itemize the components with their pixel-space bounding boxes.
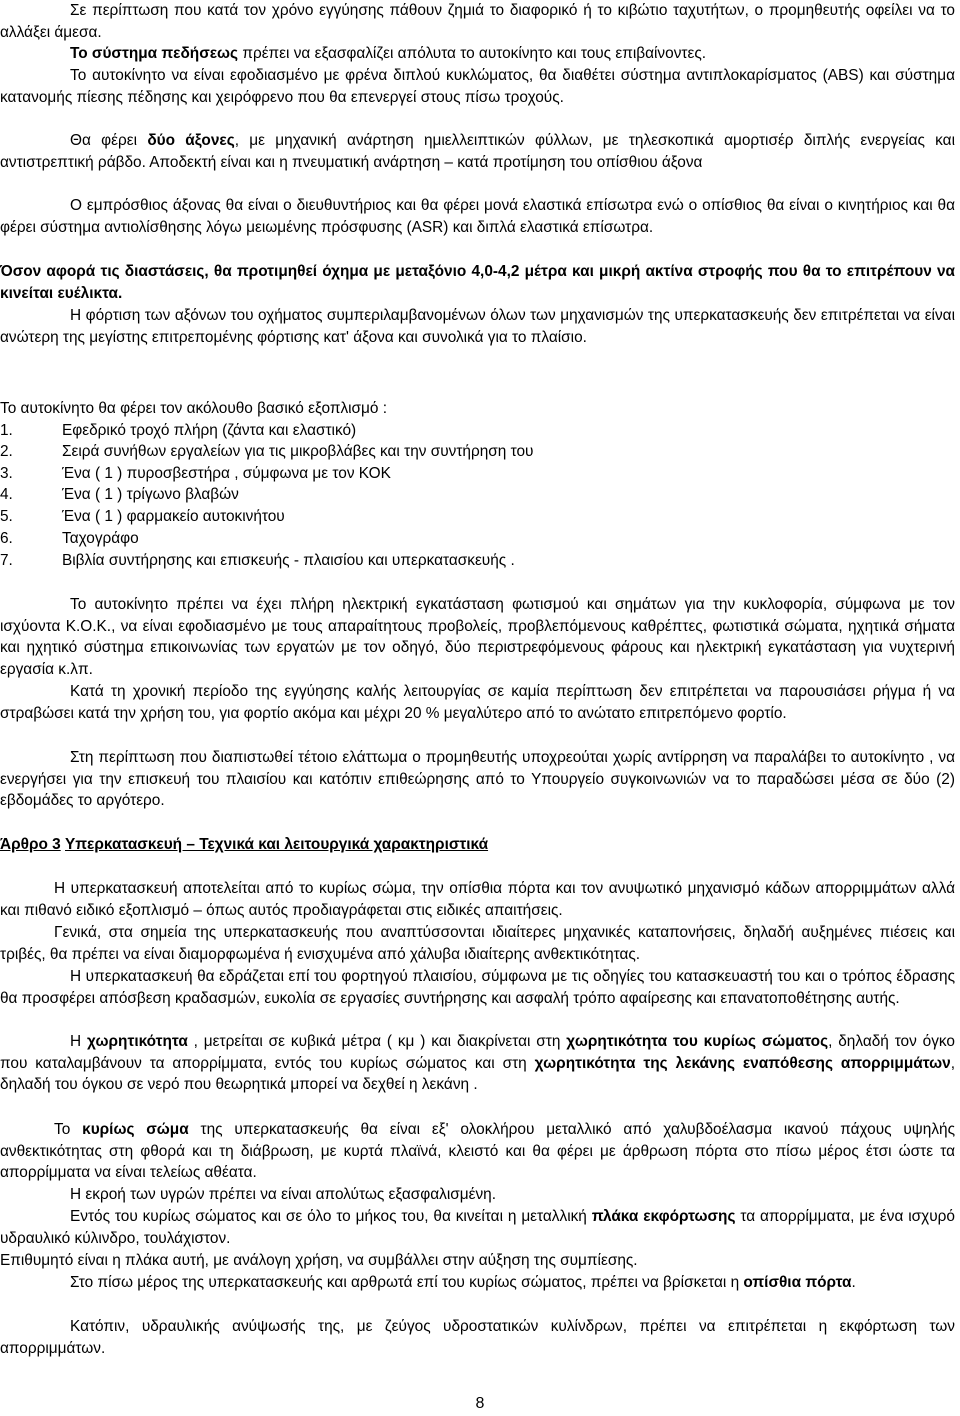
section-heading-article-3: Άρθρο 3 Υπερκατασκευή – Τεχνικά και λειτουργικά χαρακτηριστικά <box>0 836 489 853</box>
paragraph-unloading: Κατόπιν, υδραυλικής ανύψωσής της, με ζεύγος υδροστατικών κυλίνδρων, πρέπει να επιτρέπεται η εκφόρτωση των απορριμμάτων. <box>0 1318 955 1357</box>
brake-system-label: Το σύστημα πεδήσεως <box>70 45 239 62</box>
paragraph-rear-door: Στο πίσω μέρος της υπερκατασκευής και αρθρωτά επί του κυρίως σώματος, πρέπει να βρίσκεται η οπίσθια πόρτα. <box>70 1274 856 1291</box>
paragraph-dimensions: Όσον αφορά τις διαστάσεις, θα προτιμηθεί όχημα με μεταξόνιο 4,0-4,2 μέτρα και μικρή ακτίνα στροφής που θα το επιτρέπουν να κινείται ευέλικτα. <box>0 263 955 302</box>
list-item: 4. Ένα ( 1 ) τρίγωνο βλαβών <box>0 486 239 503</box>
paragraph-axle-loading: Η φόρτιση των αξόνων του οχήματος συμπεριλαμβανομένων όλων των μηχανισμών της υπερκατασκευής δεν επιτρέπεται να είναι ανώτερη της μεγίστης επιτρεπομένης φόρτισης κατ' άξονα και συνολικά για το πλαίσιο. <box>0 307 955 346</box>
paragraph-liquid-drain: Η εκροή των υγρών πρέπει να είναι απολύτως εξασφαλισμένη. <box>70 1186 497 1203</box>
paragraph-warranty-frame: Κατά τη χρονική περίοδο της εγγύησης καλής λειτουργίας σε καμία περίπτωση δεν επιτρέπεται να παρουσιάσει ρήγμα ή να στραβώσει κατά την χρήση του, για φορτίο ακόμα και μέχρι 20 % μεγαλύτερο από το ανώτατο επιτρεπόμενο φορτίο. <box>0 683 955 722</box>
list-item: 2. Σειρά συνήθων εργαλείων για τις μικροβλάβες και την συντήρηση του <box>0 443 534 460</box>
list-item: 1. Εφεδρικό τροχό πλήρη (ζάντα και ελαστικό) <box>0 422 357 439</box>
list-item: 6. Ταχογράφο <box>0 530 139 547</box>
two-axles-label: δύο άξονες <box>147 132 235 149</box>
paragraph-front-rear-axle: Ο εμπρόσθιος άξονας θα είναι ο διευθυντήριος και θα φέρει μονά ελαστικά επίσωτρα ενώ ο οπίσθιος θα είναι ο κινητήριος και θα φέρει σύστημα αντιολίσθησης λόγω μειωμένης πρόσφυσης (ASR) και διπλά ελαστικά επίσωτρα. <box>0 197 955 236</box>
equipment-intro: Το αυτοκίνητο θα φέρει τον ακόλουθο βασικό εξοπλισμό : <box>0 400 388 417</box>
paragraph-defect-repair: Στη περίπτωση που διαπιστωθεί τέτοιο ελάττωμα ο προμηθευτής υποχρεούται χωρίς αντίρρηση να παραλάβει το αυτοκίνητο , να ενεργήσει για την επισκευή του πλαισίου και κατόπιν επιθεώρησης από το Υπουργείο συγκοινωνιών να το παραδώσει μέσα σε δύο (2) εβδομάδες το αργότερο. <box>0 749 955 810</box>
paragraph-capacity: Η χωρητικότητα , μετρείται σε κυβικά μέτρα ( κμ ) και διακρίνεται στη χωρητικότητα του κυρίως σώματος, δηλαδή τον όγκο που καταλαμβάνουν τα απορρίμματα, εντός του κυρίως σώματος και στη χωρητικότητα της λεκάνης εναπόθεσης απορριμμάτων, δηλαδή του όγκου σε νερό που θεωρητικά μπορεί να δεχθεί η λεκάνη . <box>0 1033 955 1094</box>
paragraph-warranty-differential: Σε περίπτωση που κατά τον χρόνο εγγύησης πάθουν ζημιά το διαφορικό ή το κιβώτιο ταχυτήτων, ο προμηθευτής οφείλει να το αλλάξει άμεσα. <box>0 2 955 41</box>
paragraph-mounting: Η υπερκατασκευή θα εδράζεται επί του φορτηγού πλαισίου, σύμφωνα με τις οδηγίες του κατασκευαστή του και ο τρόπος έδρασης θα προσφέρει απόσβεση κραδασμών, ευκολία σε εργασίες συντήρησης και ασφαλή τρόπο αφαίρεσης και επανατοποθέτησης αυτής. <box>0 968 955 1007</box>
paragraph-reinforcement: Γενικά, στα σημεία της υπερκατασκευής που αναπτύσσονται ιδιαίτερες μηχανικές καταπονήσεις, δηλαδή αυξημένες πιέσεις και τριβές, θα πρέπει να είναι διαμορφωμένα ή ενισχυμένα από χάλυβα ιδιαίτερης ανθεκτικότητας. <box>0 924 955 963</box>
paragraph-main-body: Το κυρίως σώμα της υπερκατασκευής θα είναι εξ' ολοκλήρου μεταλλικό από χαλυβδοέλασμα ικανού πάχους υψηλής ανθεκτικότητας στη φθορά και τη διάβρωση, με κυρτά πλαϊνά, κλειστό και θα φέρει με άρθρωση πόρτα στο πίσω μέρος έτσι ώστε τα απορρίμματα να είναι τελείως αθέατα. <box>0 1121 956 1182</box>
list-item: 5. Ένα ( 1 ) φαρμακείο αυτοκινήτου <box>0 508 285 525</box>
page-number: 8 <box>475 1395 485 1412</box>
list-item: 7. Βιβλία συντήρησης και επισκευής - πλαισίου και υπερκατασκευής . <box>0 552 515 569</box>
paragraph-axles: Θα φέρει δύο άξονες, με μηχανική ανάρτηση ημιελλειπτικών φύλλων, με τηλεσκοπικά αμορτισέρ διπλής ενεργείας και αντιστρεπτική ράβδο. Αποδεκτή είναι και η πνευματική ανάρτηση – κατά προτίμηση του οπίσθιου άξονα <box>0 132 955 171</box>
paragraph-superstructure: Η υπερκατασκευή αποτελείται από το κυρίως σώμα, την οπίσθια πόρτα και τον ανυψωτικό μηχανισμό κάδων απορριμμάτων αλλά και πιθανό ειδικό εξοπλισμό – όπως αυτός προδιαγράφεται στις ειδικές απαιτήσεις. <box>0 880 955 919</box>
paragraph-ejector-plate: Εντός του κυρίως σώματος και σε όλο το μήκος του, θα κινείται η μεταλλική πλάκα εκφόρτωσης τα απορρίμματα, με ένα ισχυρό υδραυλικό κύλινδρο, τουλάχιστον. <box>0 1208 955 1247</box>
paragraph-compaction: Επιθυμητό είναι η πλάκα αυτή, με ανάλογη χρήση, να συμβάλλει στην αύξηση της συμπίεσης. <box>0 1252 638 1269</box>
list-item: 3. Ένα ( 1 ) πυροσβεστήρα , σύμφωνα με τον ΚΟΚ <box>0 465 391 482</box>
paragraph-brake-system: Το σύστημα πεδήσεως πρέπει να εξασφαλίζει απόλυτα το αυτοκίνητο και τους επιβαίνοντες. <box>70 45 707 62</box>
paragraph-brakes-abs: Το αυτοκίνητο να είναι εφοδιασμένο με φρένα διπλού κυκλώματος, θα διαθέτει σύστημα αντιπλοκαρίσματος (ABS) και σύστημα κατανομής πίεσης πέδησης και χειρόφρενο που θα επενεργεί στους πίσω τροχούς. <box>0 67 955 106</box>
paragraph-electrical: Το αυτοκίνητο πρέπει να έχει πλήρη ηλεκτρική εγκατάσταση φωτισμού και σημάτων για την κυκλοφορία, σύμφωνα με τον ισχύοντα Κ.Ο.Κ., να είναι εφοδιασμένο με τους απαραίτητους προβολείς, προβλεπόμενους καθρέπτες, φωτιστικά σώματα, ηχητικά σήματα και ηχητικό σύστημα επικοινωνίας των εργατών με τον οδηγό, δύο περιστρεφόμενους φάρους και ηλεκτρική εγκατάσταση για νυχτερινή εργασία κ.λπ. <box>0 596 955 679</box>
